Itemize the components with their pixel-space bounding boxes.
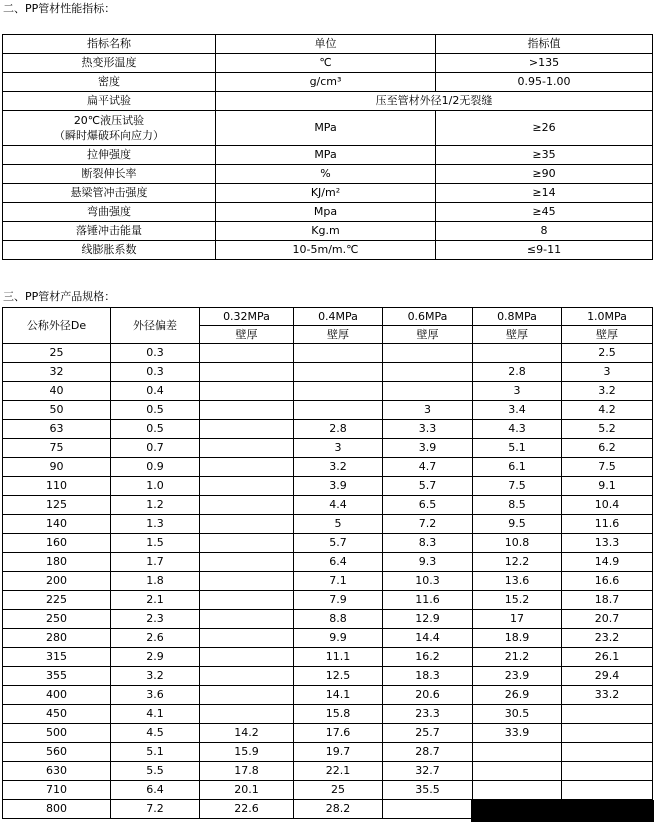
diameter-tolerance-cell: 0.3 [111, 363, 200, 382]
wall-thickness-cell [294, 363, 383, 382]
wall-thickness-cell [200, 610, 294, 629]
wall-thickness-cell: 5.7 [383, 477, 473, 496]
table-row [3, 241, 653, 260]
table-row [3, 534, 653, 553]
indicator-name: 悬梁管冲击强度 [3, 184, 216, 203]
diameter-tolerance-cell: 5.1 [111, 743, 200, 762]
table-row [3, 686, 653, 705]
indicator-unit: g/cm³ [216, 73, 436, 92]
header-pressure: 0.8MPa [473, 308, 562, 326]
table-row [3, 781, 653, 800]
nominal-diameter-cell: 355 [3, 667, 111, 686]
nominal-diameter-cell: 560 [3, 743, 111, 762]
wall-thickness-cell: 26.1 [562, 648, 653, 667]
nominal-diameter-cell: 250 [3, 610, 111, 629]
wall-thickness-cell: 35.5 [383, 781, 473, 800]
wall-thickness-cell: 21.2 [473, 648, 562, 667]
nominal-diameter-cell: 75 [3, 439, 111, 458]
indicator-value: 0.95-1.00 [436, 73, 653, 92]
wall-thickness-cell: 15.2 [473, 591, 562, 610]
table-row [3, 54, 653, 73]
wall-thickness-cell [473, 781, 562, 800]
indicator-unit: % [216, 165, 436, 184]
wall-thickness-cell: 9.3 [383, 553, 473, 572]
table-row [3, 705, 653, 724]
indicator-unit: 10-5m/m.℃ [216, 241, 436, 260]
wall-thickness-cell [562, 743, 653, 762]
table-row [3, 184, 653, 203]
wall-thickness-cell [200, 477, 294, 496]
indicator-name: 弯曲强度 [3, 203, 216, 222]
wall-thickness-cell: 3.9 [294, 477, 383, 496]
wall-thickness-cell: 9.5 [473, 515, 562, 534]
wall-thickness-cell: 18.9 [473, 629, 562, 648]
wall-thickness-cell: 29.4 [562, 667, 653, 686]
wall-thickness-cell: 3 [473, 382, 562, 401]
table-row [3, 111, 653, 146]
wall-thickness-cell: 11.1 [294, 648, 383, 667]
specification-body [3, 344, 653, 819]
wall-thickness-cell: 10.8 [473, 534, 562, 553]
wall-thickness-cell: 26.9 [473, 686, 562, 705]
nominal-diameter-cell: 800 [3, 800, 111, 819]
table-row [3, 439, 653, 458]
indicator-name: 热变形温度 [3, 54, 216, 73]
wall-thickness-cell [200, 363, 294, 382]
wall-thickness-cell: 7.2 [383, 515, 473, 534]
diameter-tolerance-cell: 3.2 [111, 667, 200, 686]
wall-thickness-cell: 9.9 [294, 629, 383, 648]
wall-thickness-cell [200, 401, 294, 420]
wall-thickness-cell: 30.5 [473, 705, 562, 724]
wall-thickness-cell: 13.3 [562, 534, 653, 553]
diameter-tolerance-cell: 4.5 [111, 724, 200, 743]
indicator-name-line: 20℃液压试验 [73, 113, 145, 127]
wall-thickness-cell: 32.7 [383, 762, 473, 781]
header-pressure: 0.32MPa [200, 308, 294, 326]
table-row [3, 401, 653, 420]
wall-thickness-cell [200, 705, 294, 724]
indicator-name: 线膨胀系数 [3, 241, 216, 260]
wall-thickness-cell [473, 762, 562, 781]
nominal-diameter-cell: 630 [3, 762, 111, 781]
diameter-tolerance-cell: 1.8 [111, 572, 200, 591]
nominal-diameter-cell: 32 [3, 363, 111, 382]
wall-thickness-cell: 6.2 [562, 439, 653, 458]
wall-thickness-cell: 14.9 [562, 553, 653, 572]
wall-thickness-cell [200, 648, 294, 667]
table-row [3, 724, 653, 743]
indicator-unit: Kg.m [216, 222, 436, 241]
wall-thickness-cell: 5 [294, 515, 383, 534]
table-row [3, 496, 653, 515]
indicator-value: ≥45 [436, 203, 653, 222]
wall-thickness-cell [200, 686, 294, 705]
wall-thickness-cell: 6.5 [383, 496, 473, 515]
nominal-diameter-cell: 180 [3, 553, 111, 572]
wall-thickness-cell: 18.7 [562, 591, 653, 610]
table-row [3, 477, 653, 496]
wall-thickness-cell [200, 344, 294, 363]
table-row [3, 743, 653, 762]
wall-thickness-cell: 17 [473, 610, 562, 629]
indicator-unit: MPa [216, 111, 436, 146]
table-row [3, 667, 653, 686]
black-redaction-block [471, 800, 654, 822]
header-indicator-name: 指标名称 [3, 35, 216, 54]
indicator-unit: MPa [216, 146, 436, 165]
wall-thickness-cell [294, 401, 383, 420]
wall-thickness-cell [200, 591, 294, 610]
wall-thickness-cell [200, 439, 294, 458]
indicator-value: ≥35 [436, 146, 653, 165]
wall-thickness-cell: 10.4 [562, 496, 653, 515]
wall-thickness-cell [200, 515, 294, 534]
nominal-diameter-cell: 400 [3, 686, 111, 705]
indicator-name: 拉伸强度 [3, 146, 216, 165]
nominal-diameter-cell: 450 [3, 705, 111, 724]
diameter-tolerance-cell: 0.5 [111, 420, 200, 439]
indicator-value: 8 [436, 222, 653, 241]
table-row [3, 515, 653, 534]
wall-thickness-cell: 20.1 [200, 781, 294, 800]
wall-thickness-cell [383, 382, 473, 401]
diameter-tolerance-cell: 7.2 [111, 800, 200, 819]
wall-thickness-cell: 20.7 [562, 610, 653, 629]
indicator-name: 断裂伸长率 [3, 165, 216, 184]
wall-thickness-cell: 33.2 [562, 686, 653, 705]
header-wall-thickness: 壁厚 [200, 326, 294, 344]
wall-thickness-cell: 11.6 [562, 515, 653, 534]
nominal-diameter-cell: 225 [3, 591, 111, 610]
indicator-name: 落锤冲击能量 [3, 222, 216, 241]
specification-table [2, 307, 653, 819]
wall-thickness-cell: 3.2 [562, 382, 653, 401]
wall-thickness-cell: 23.3 [383, 705, 473, 724]
wall-thickness-cell [383, 363, 473, 382]
wall-thickness-cell: 3 [562, 363, 653, 382]
wall-thickness-cell: 12.9 [383, 610, 473, 629]
nominal-diameter-cell: 500 [3, 724, 111, 743]
wall-thickness-cell: 3.9 [383, 439, 473, 458]
table-row [3, 553, 653, 572]
wall-thickness-cell: 18.3 [383, 667, 473, 686]
wall-thickness-cell: 19.7 [294, 743, 383, 762]
table-row [3, 92, 653, 111]
nominal-diameter-cell: 140 [3, 515, 111, 534]
nominal-diameter-cell: 160 [3, 534, 111, 553]
wall-thickness-cell: 13.6 [473, 572, 562, 591]
header-wall-thickness: 壁厚 [473, 326, 562, 344]
specification-section-title: 三、PP管材产品规格： [3, 290, 116, 303]
wall-thickness-cell: 7.1 [294, 572, 383, 591]
table-row [3, 762, 653, 781]
wall-thickness-cell [200, 458, 294, 477]
wall-thickness-cell: 23.9 [473, 667, 562, 686]
wall-thickness-cell: 33.9 [473, 724, 562, 743]
table-row [3, 458, 653, 477]
table-row [3, 420, 653, 439]
wall-thickness-cell: 17.6 [294, 724, 383, 743]
wall-thickness-cell: 11.6 [383, 591, 473, 610]
wall-thickness-cell: 20.6 [383, 686, 473, 705]
table-row [3, 222, 653, 241]
wall-thickness-cell: 15.8 [294, 705, 383, 724]
indicator-value: ≥90 [436, 165, 653, 184]
wall-thickness-cell [294, 382, 383, 401]
indicator-value: >135 [436, 54, 653, 73]
wall-thickness-cell: 12.5 [294, 667, 383, 686]
table-row [3, 572, 653, 591]
wall-thickness-cell: 4.3 [473, 420, 562, 439]
header-wall-thickness: 壁厚 [383, 326, 473, 344]
wall-thickness-cell: 3.2 [294, 458, 383, 477]
header-pressure: 0.6MPa [383, 308, 473, 326]
performance-table [2, 34, 653, 260]
performance-section-title: 二、PP管材性能指标： [3, 2, 116, 15]
wall-thickness-cell [562, 724, 653, 743]
wall-thickness-cell: 5.7 [294, 534, 383, 553]
nominal-diameter-cell: 125 [3, 496, 111, 515]
wall-thickness-cell: 28.2 [294, 800, 383, 819]
indicator-name: 密度 [3, 73, 216, 92]
wall-thickness-cell: 5.1 [473, 439, 562, 458]
wall-thickness-cell: 25.7 [383, 724, 473, 743]
indicator-unit: ℃ [216, 54, 436, 73]
diameter-tolerance-cell: 0.7 [111, 439, 200, 458]
wall-thickness-cell: 23.2 [562, 629, 653, 648]
diameter-tolerance-cell: 1.5 [111, 534, 200, 553]
diameter-tolerance-cell: 0.4 [111, 382, 200, 401]
wall-thickness-cell: 2.8 [294, 420, 383, 439]
wall-thickness-cell: 12.2 [473, 553, 562, 572]
diameter-tolerance-cell: 2.3 [111, 610, 200, 629]
nominal-diameter-cell: 90 [3, 458, 111, 477]
header-unit: 单位 [216, 35, 436, 54]
nominal-diameter-cell: 280 [3, 629, 111, 648]
header-diameter-tolerance: 外径偏差 [111, 308, 200, 344]
header-pressure: 1.0MPa [562, 308, 653, 326]
diameter-tolerance-cell: 6.4 [111, 781, 200, 800]
wall-thickness-cell: 2.5 [562, 344, 653, 363]
wall-thickness-cell [200, 572, 294, 591]
wall-thickness-cell [200, 420, 294, 439]
indicator-value: ≤9-11 [436, 241, 653, 260]
nominal-diameter-cell: 315 [3, 648, 111, 667]
wall-thickness-cell: 16.2 [383, 648, 473, 667]
wall-thickness-cell: 3 [383, 401, 473, 420]
diameter-tolerance-cell: 2.6 [111, 629, 200, 648]
wall-thickness-cell [562, 762, 653, 781]
table-row [3, 382, 653, 401]
diameter-tolerance-cell: 1.7 [111, 553, 200, 572]
diameter-tolerance-cell: 4.1 [111, 705, 200, 724]
table-row [3, 648, 653, 667]
wall-thickness-cell: 8.8 [294, 610, 383, 629]
table-row [3, 146, 653, 165]
wall-thickness-cell [200, 553, 294, 572]
indicator-name [3, 111, 216, 146]
wall-thickness-cell: 6.4 [294, 553, 383, 572]
wall-thickness-cell: 6.1 [473, 458, 562, 477]
table-row [3, 73, 653, 92]
wall-thickness-cell: 7.5 [473, 477, 562, 496]
wall-thickness-cell: 17.8 [200, 762, 294, 781]
wall-thickness-cell: 5.2 [562, 420, 653, 439]
table-row [3, 591, 653, 610]
wall-thickness-cell: 3 [294, 439, 383, 458]
wall-thickness-cell: 8.5 [473, 496, 562, 515]
diameter-tolerance-cell: 0.9 [111, 458, 200, 477]
nominal-diameter-cell: 63 [3, 420, 111, 439]
diameter-tolerance-cell: 1.0 [111, 477, 200, 496]
wall-thickness-cell: 10.3 [383, 572, 473, 591]
nominal-diameter-cell: 200 [3, 572, 111, 591]
wall-thickness-cell: 28.7 [383, 743, 473, 762]
header-nominal-diameter: 公称外径De [3, 308, 111, 344]
diameter-tolerance-cell: 0.5 [111, 401, 200, 420]
wall-thickness-cell [200, 496, 294, 515]
table-row [3, 610, 653, 629]
wall-thickness-cell: 14.2 [200, 724, 294, 743]
wall-thickness-cell: 16.6 [562, 572, 653, 591]
wall-thickness-cell [200, 382, 294, 401]
table-row [3, 363, 653, 382]
diameter-tolerance-cell: 3.6 [111, 686, 200, 705]
wall-thickness-cell [383, 800, 473, 819]
nominal-diameter-cell: 110 [3, 477, 111, 496]
wall-thickness-cell: 3.3 [383, 420, 473, 439]
performance-header-row [3, 35, 653, 54]
wall-thickness-cell: 14.1 [294, 686, 383, 705]
indicator-name-line: （瞬时爆破环向应力） [54, 128, 164, 142]
wall-thickness-cell: 22.6 [200, 800, 294, 819]
wall-thickness-cell: 15.9 [200, 743, 294, 762]
indicator-value: ≥14 [436, 184, 653, 203]
header-indicator-value: 指标值 [436, 35, 653, 54]
indicator-unit: Mpa [216, 203, 436, 222]
indicator-value: 压至管材外径1/2无裂缝 [216, 92, 653, 111]
wall-thickness-cell: 3.4 [473, 401, 562, 420]
wall-thickness-cell: 4.7 [383, 458, 473, 477]
wall-thickness-cell [473, 743, 562, 762]
wall-thickness-cell [294, 344, 383, 363]
wall-thickness-cell: 8.3 [383, 534, 473, 553]
diameter-tolerance-cell: 5.5 [111, 762, 200, 781]
header-wall-thickness: 壁厚 [294, 326, 383, 344]
wall-thickness-cell [562, 705, 653, 724]
table-row [3, 165, 653, 184]
table-row [3, 203, 653, 222]
wall-thickness-cell [200, 534, 294, 553]
wall-thickness-cell: 14.4 [383, 629, 473, 648]
diameter-tolerance-cell: 2.1 [111, 591, 200, 610]
indicator-name: 扁平试验 [3, 92, 216, 111]
indicator-value: ≥26 [436, 111, 653, 146]
wall-thickness-cell [562, 781, 653, 800]
nominal-diameter-cell: 710 [3, 781, 111, 800]
diameter-tolerance-cell: 1.3 [111, 515, 200, 534]
wall-thickness-cell: 9.1 [562, 477, 653, 496]
diameter-tolerance-cell: 1.2 [111, 496, 200, 515]
wall-thickness-cell: 2.8 [473, 363, 562, 382]
wall-thickness-cell [383, 344, 473, 363]
wall-thickness-cell [200, 667, 294, 686]
wall-thickness-cell [473, 344, 562, 363]
wall-thickness-cell: 22.1 [294, 762, 383, 781]
wall-thickness-cell: 4.4 [294, 496, 383, 515]
wall-thickness-cell: 7.5 [562, 458, 653, 477]
diameter-tolerance-cell: 2.9 [111, 648, 200, 667]
wall-thickness-cell: 7.9 [294, 591, 383, 610]
table-row [3, 344, 653, 363]
wall-thickness-cell [200, 629, 294, 648]
header-wall-thickness: 壁厚 [562, 326, 653, 344]
table-row [3, 629, 653, 648]
nominal-diameter-cell: 50 [3, 401, 111, 420]
indicator-unit: KJ/m² [216, 184, 436, 203]
header-pressure: 0.4MPa [294, 308, 383, 326]
nominal-diameter-cell: 40 [3, 382, 111, 401]
pressure-header-row [3, 308, 653, 326]
diameter-tolerance-cell: 0.3 [111, 344, 200, 363]
wall-thickness-cell: 4.2 [562, 401, 653, 420]
nominal-diameter-cell: 25 [3, 344, 111, 363]
wall-thickness-cell: 25 [294, 781, 383, 800]
